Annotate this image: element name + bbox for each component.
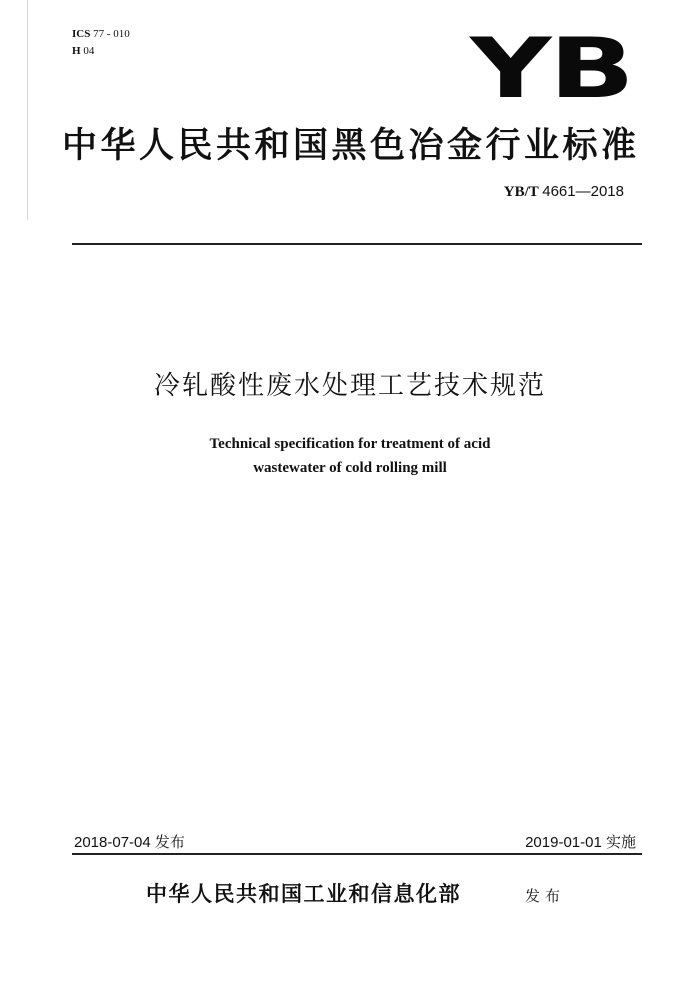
ccs-prefix: H [72,45,81,57]
bottom-divider [72,853,642,855]
document-title-english [0,432,700,480]
yb-logo: YB [470,20,633,118]
implementation-date: 2019-01-01 实施 [525,834,636,851]
standard-code-number: 4661—2018 [542,183,624,200]
publisher-name: 中华人民共和国工业和信息化部 [146,881,461,906]
issue-date: 2018-07-04 发布 [74,834,185,851]
ics-code [72,26,130,43]
standard-code [504,183,624,201]
ics-value: 77 - 010 [93,28,130,40]
top-divider [72,243,642,245]
publish-label: 发布 [525,887,566,905]
english-title-line-2: wastewater of cold rolling mill [253,460,447,476]
ccs-code [72,43,130,60]
document-title-chinese: 冷轧酸性废水处理工艺技术规范 [153,371,546,401]
standard-code-prefix: YB/T [503,184,539,200]
classification-codes [72,26,130,60]
issuer-title: 中华人民共和国黑色冶金行业标准 [62,126,640,166]
english-title-line-1: Technical specification for treatment of acid [209,436,491,452]
ccs-value: 04 [83,45,95,57]
scan-edge-line [27,0,28,220]
ics-prefix: ICS [72,28,91,40]
